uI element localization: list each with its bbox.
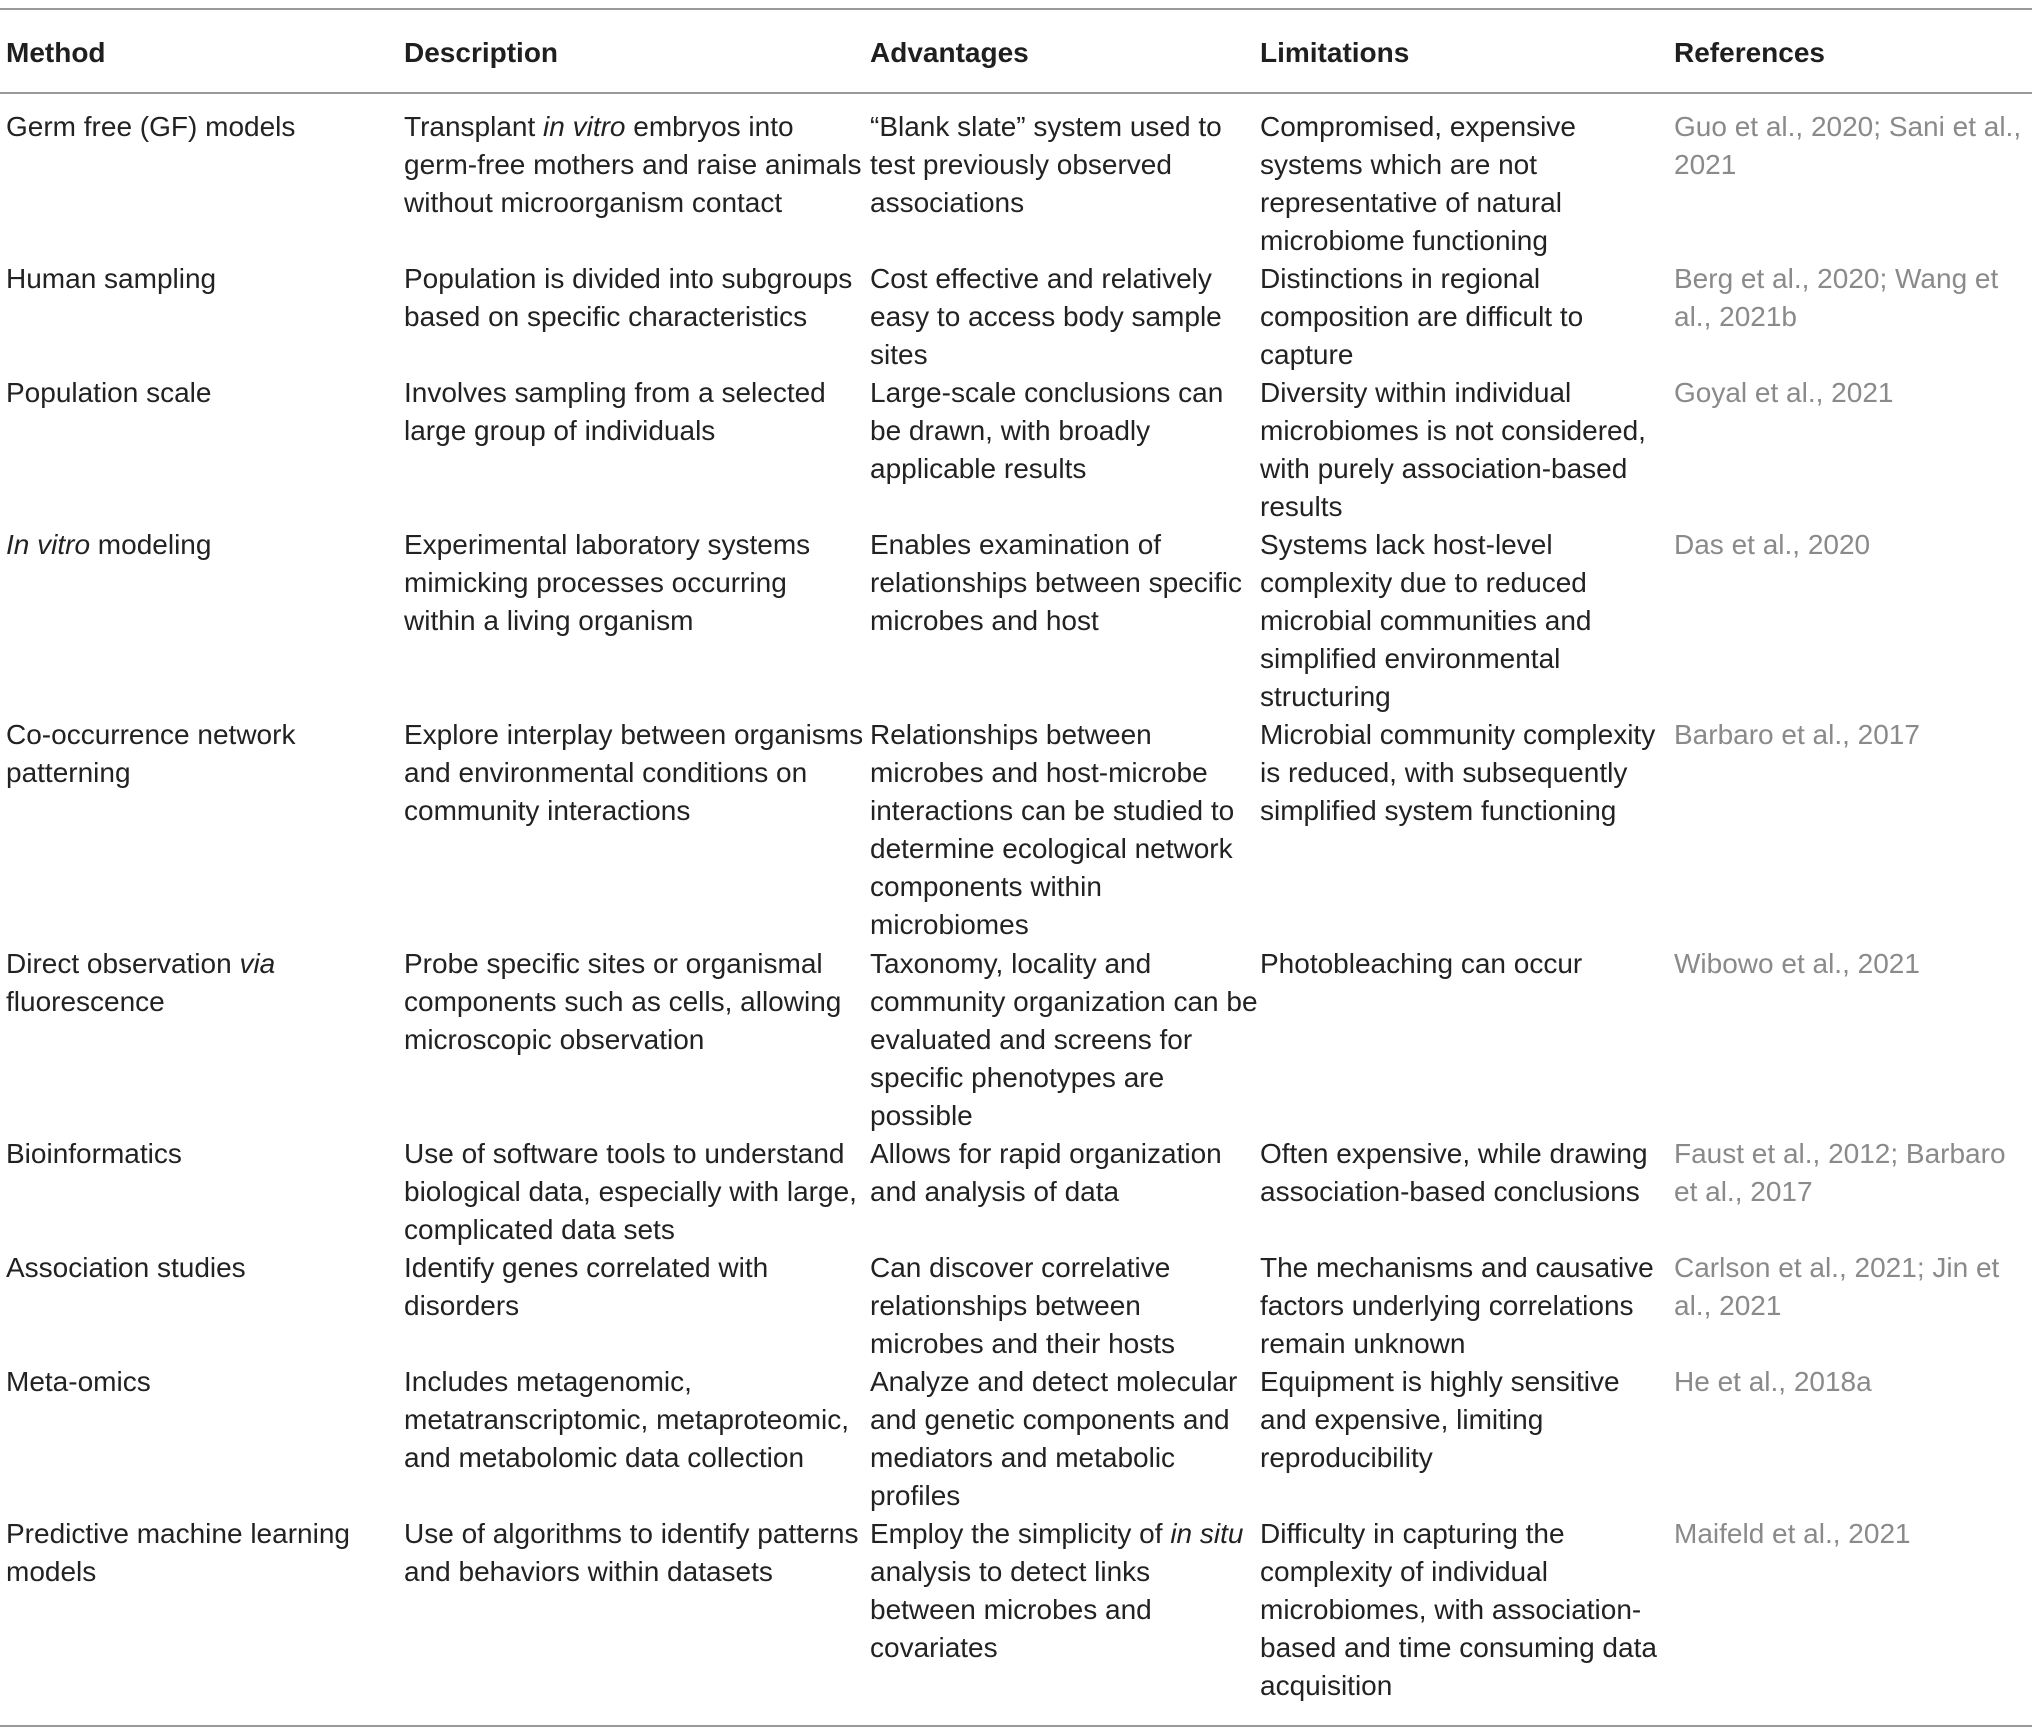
cell-description: Explore interplay between organisms and environmental conditions on community interactions (404, 719, 864, 826)
cell-limitations: Microbial community complexity is reduced, with subsequently simplified system functioning (1260, 719, 1656, 826)
cell-method: Direct observation via fluorescence (6, 948, 276, 1017)
header-rule (0, 92, 2032, 94)
cell-method: Association studies (6, 1252, 246, 1283)
cell-advantages: Taxonomy, locality and community organization can be evaluated and screens for specific phenotypes are possible (870, 948, 1258, 1131)
cell-advantages: Large-scale conclusions can be drawn, with broadly applicable results (870, 377, 1224, 484)
cell-limitations: Compromised, expensive systems which are not representative of natural microbiome functioning (1260, 111, 1576, 256)
cell-method: Population scale (6, 377, 212, 408)
cell-description: Experimental laboratory systems mimicking processes occurring within a living organism (404, 529, 811, 636)
cell-limitations: Difficulty in capturing the complexity of individual microbiomes, with association-based and time consuming data acquisition (1260, 1518, 1657, 1701)
cell-references: He et al., 2018a (1674, 1366, 1872, 1397)
header-references: References (1674, 37, 1825, 68)
cell-description: Probe specific sites or organismal components such as cells, allowing microscopic observation (404, 948, 842, 1055)
cell-references: Barbaro et al., 2017 (1674, 719, 1920, 750)
table-top-rule (0, 8, 2032, 10)
cell-advantages: “Blank slate” system used to test previously observed associations (870, 111, 1222, 218)
cell-limitations: Diversity within individual microbiomes is not considered, with purely association-based results (1260, 377, 1646, 522)
header-description: Description (404, 37, 559, 68)
cell-advantages: Employ the simplicity of in situ analysis to detect links between microbes and covariates (870, 1518, 1244, 1663)
cell-advantages: Analyze and detect molecular and genetic components and mediators and metabolic profiles (870, 1366, 1238, 1511)
cell-references: Das et al., 2020 (1674, 529, 1871, 560)
cell-advantages: Can discover correlative relationships between microbes and their hosts (870, 1252, 1176, 1359)
cell-description: Includes metagenomic, metatranscriptomic, metaproteomic, and metabolomic data collection (404, 1366, 850, 1473)
cell-method: Germ free (GF) models (6, 111, 296, 142)
cell-references: Faust et al., 2012; Barbaro et al., 2017 (1674, 1138, 2006, 1207)
cell-description: Population is divided into subgroups based on specific characteristics (404, 263, 853, 332)
cell-limitations: Photobleaching can occur (1260, 948, 1583, 979)
cell-description: Transplant in vitro embryos into germ-free mothers and raise animals without microorganism contact (404, 111, 862, 218)
cell-advantages: Cost effective and relatively easy to access body sample sites (870, 263, 1222, 370)
cell-description: Use of software tools to understand biological data, especially with large, complicated data sets (404, 1138, 857, 1245)
cell-advantages: Enables examination of relationships between specific microbes and host (870, 529, 1242, 636)
cell-references: Wibowo et al., 2021 (1674, 948, 1920, 979)
cell-method: In vitro modeling (6, 529, 212, 560)
cell-advantages: Allows for rapid organization and analysis of data (870, 1138, 1222, 1207)
cell-limitations: The mechanisms and causative factors underlying correlations remain unknown (1260, 1252, 1654, 1359)
header-method: Method (6, 37, 106, 68)
cell-limitations: Equipment is highly sensitive and expensive, limiting reproducibility (1260, 1366, 1620, 1473)
cell-method: Meta-omics (6, 1366, 151, 1397)
cell-method: Co-occurrence network patterning (6, 719, 296, 788)
cell-description: Involves sampling from a selected large group of individuals (404, 377, 826, 446)
cell-references: Goyal et al., 2021 (1674, 377, 1894, 408)
cell-references: Carlson et al., 2021; Jin et al., 2021 (1674, 1252, 2000, 1321)
cell-description: Use of algorithms to identify patterns and behaviors within datasets (404, 1518, 859, 1587)
cell-limitations: Often expensive, while drawing association-based conclusions (1260, 1138, 1648, 1207)
cell-limitations: Distinctions in regional composition are difficult to capture (1260, 263, 1584, 370)
cell-references: Berg et al., 2020; Wang et al., 2021b (1674, 263, 1999, 332)
cell-limitations: Systems lack host-level complexity due to reduced microbial communities and simplified environmental structuring (1260, 529, 1592, 712)
cell-references: Maifeld et al., 2021 (1674, 1518, 1911, 1549)
cell-references: Guo et al., 2020; Sani et al., 2021 (1674, 111, 2022, 180)
cell-method: Bioinformatics (6, 1138, 182, 1169)
cell-description: Identify genes correlated with disorders (404, 1252, 769, 1321)
cell-method: Predictive machine learning models (6, 1518, 350, 1587)
cell-advantages: Relationships between microbes and host-microbe interactions can be studied to determine ecological network components within microbiomes (870, 719, 1235, 940)
cell-method: Human sampling (6, 263, 217, 294)
header-limitations: Limitations (1260, 37, 1410, 68)
header-advantages: Advantages (870, 37, 1029, 68)
